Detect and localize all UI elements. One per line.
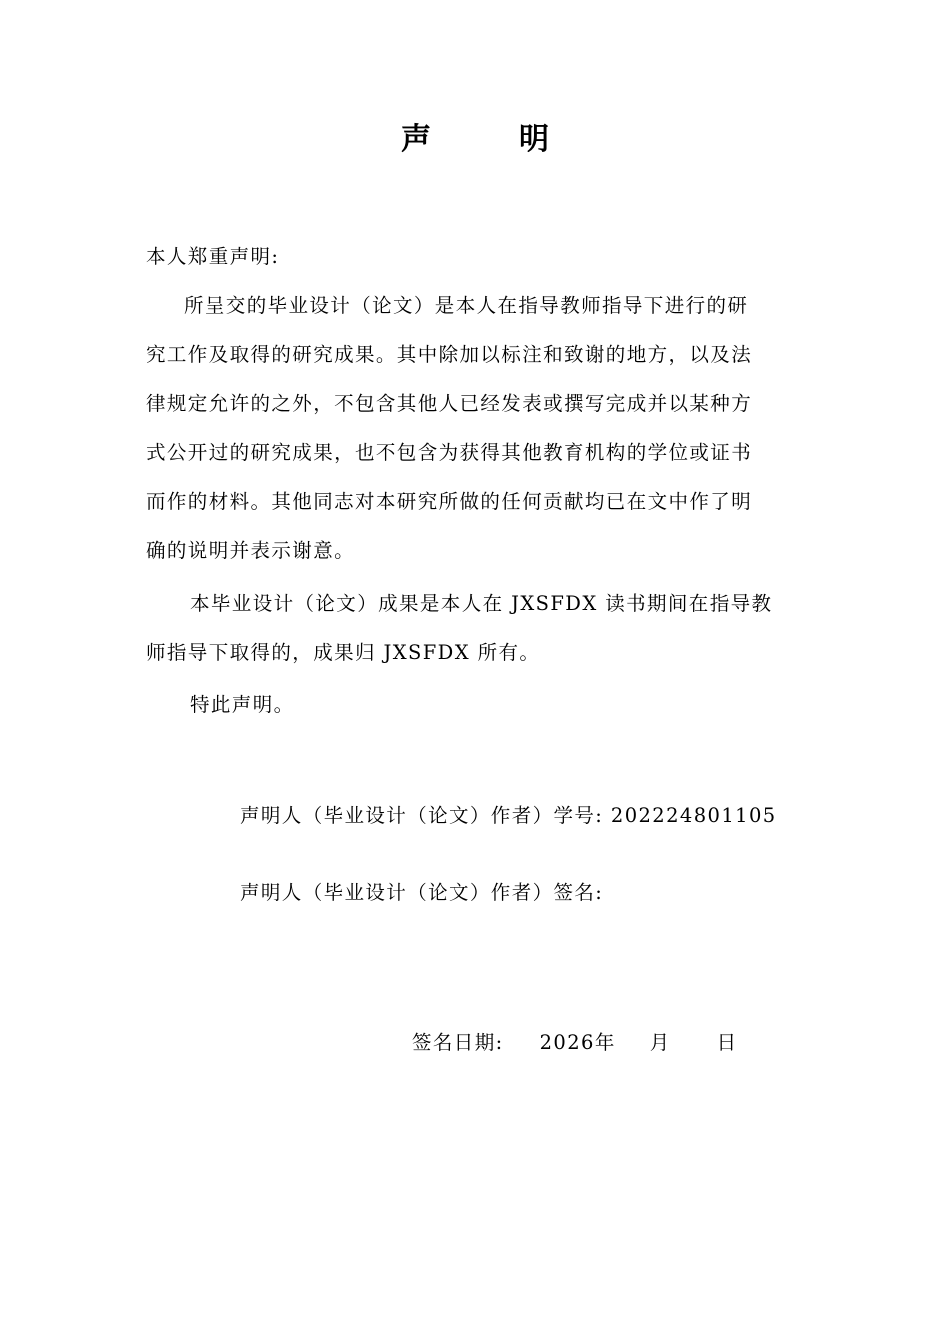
paragraph-2 <box>146 579 808 677</box>
signature-label: 声明人（毕业设计（论文）作者）签名: <box>240 881 604 904</box>
page-title <box>0 118 950 162</box>
closing-text: 特此声明。 <box>190 693 295 716</box>
date-month-unit: 月 <box>649 1031 671 1054</box>
date-year-unit: 年 <box>594 1031 616 1054</box>
paragraph-1 <box>146 281 808 575</box>
title-char-2: 明 <box>519 122 549 157</box>
closing <box>146 680 808 729</box>
greeting-text: 本人郑重声明: <box>146 245 280 268</box>
paragraph-2-line: 本毕业设计（论文）成果是本人在 JXSFDX 读书期间在指导教 <box>190 592 773 615</box>
signature-row <box>240 877 603 909</box>
paragraph-1-line: 究工作及取得的研究成果。其中除加以标注和致谢的地方，以及法 <box>146 343 753 366</box>
date-day-unit: 日 <box>716 1031 738 1054</box>
student-id-value: 202224801105 <box>610 804 777 827</box>
title-char-1: 声 <box>401 122 431 157</box>
student-id-row <box>240 800 777 832</box>
paragraph-1-line: 式公开过的研究成果，也不包含为获得其他教育机构的学位或证书 <box>146 441 753 464</box>
student-id-label: 声明人（毕业设计（论文）作者）学号: <box>240 804 604 827</box>
date-label: 签名日期: <box>412 1031 504 1054</box>
paragraph-1-line: 确的说明并表示谢意。 <box>146 539 356 562</box>
paragraph-1-line: 而作的材料。其他同志对本研究所做的任何贡献均已在文中作了明 <box>146 490 753 513</box>
paragraph-2-line: 师指导下取得的，成果归 JXSFDX 所有。 <box>146 641 541 664</box>
greeting <box>146 232 808 281</box>
paragraph-1-line: 所呈交的毕业设计（论文）是本人在指导教师指导下进行的研 <box>184 294 749 317</box>
date-year: 2026 <box>539 1031 595 1054</box>
signature-date-row <box>412 1027 738 1059</box>
paragraph-1-line: 律规定允许的之外，不包含其他人已经发表或撰写完成并以某种方 <box>146 392 753 415</box>
